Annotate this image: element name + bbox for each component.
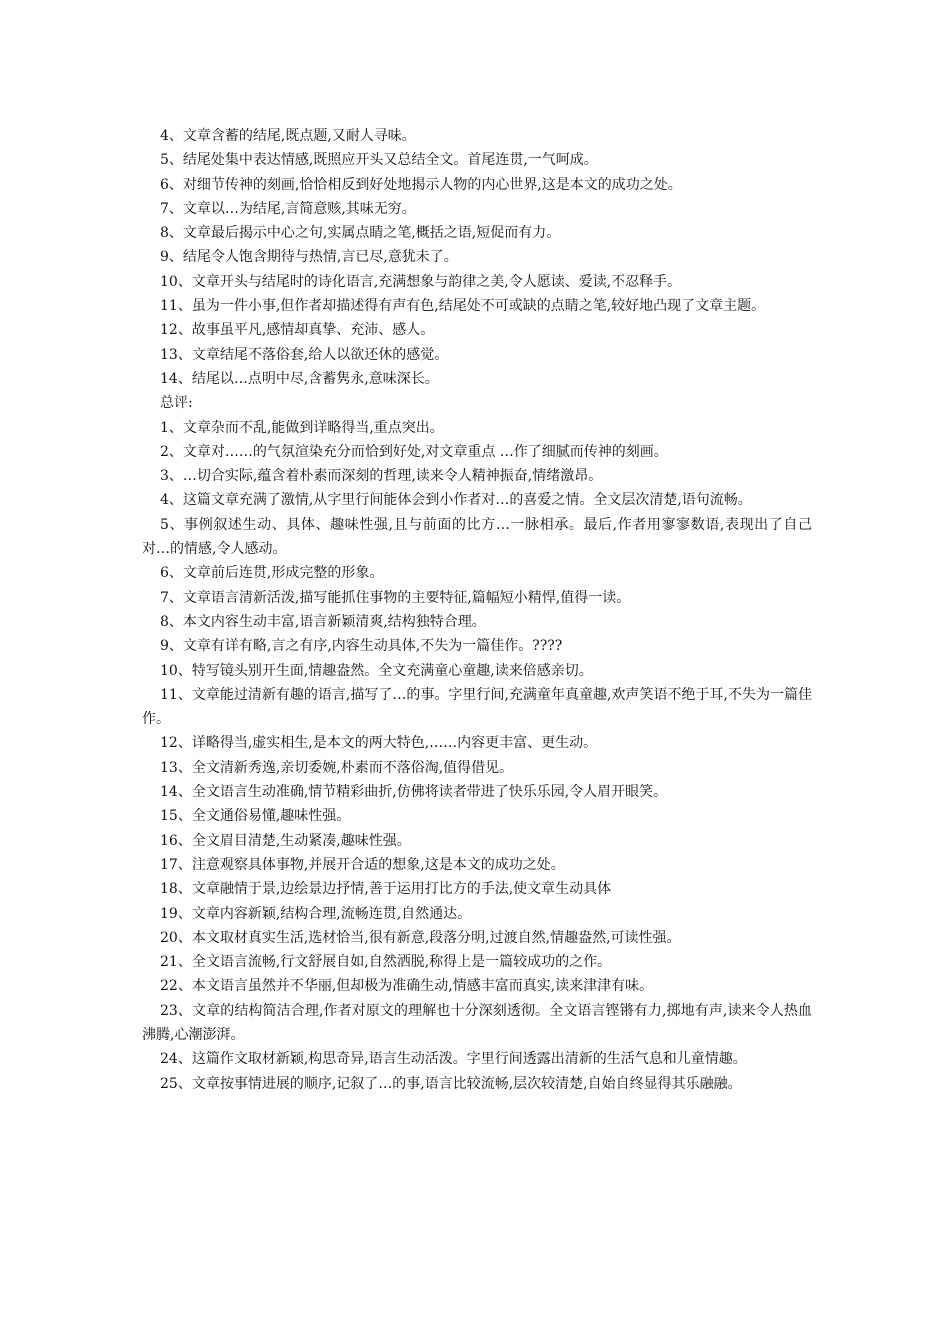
comment-paragraph: 14、结尾以…点明中尽,含蓄隽永,意味深长。 <box>160 370 439 387</box>
comment-paragraph: 9、结尾令人饱含期待与热情,言已尽,意犹未了。 <box>160 249 458 266</box>
comment-paragraph: 10、特写镜头别开生面,情趣盎然。全文充满童心童趣,读来倍感亲切。 <box>160 662 593 679</box>
comment-paragraph: 7、文章以…为结尾,言简意赅,其味无穷。 <box>160 200 416 217</box>
comment-paragraph: 8、文章最后揭示中心之句,实属点睛之笔,概括之语,短促而有力。 <box>160 225 561 242</box>
comment-paragraph: 13、全文清新秀逸,亲切委婉,朴素而不落俗淘,值得借见。 <box>160 759 514 776</box>
comment-paragraph: 15、全文通俗易懂,趣味性强。 <box>160 808 351 825</box>
comment-paragraph: 5、事例叙述生动、具体、趣味性强,且与前面的比方…一脉相承。最后,作者用寥寥数语,表现出了自己对…的情感,令人感动。 <box>142 516 812 558</box>
comment-paragraph: 13、文章结尾不落俗套,给人以欲还休的感觉。 <box>160 346 449 363</box>
comment-paragraph: 12、详略得当,虚实相生,是本文的两大特色,……内容更丰富、更生动。 <box>160 735 598 752</box>
comment-paragraph: 6、对细节传神的刻画,恰恰相反到好处地揭示人物的内心世界,这是本文的成功之处。 <box>160 176 682 193</box>
comment-paragraph: 11、虽为一件小事,但作者却描述得有声有色,结尾处不可或缺的点睛之笔,较好地凸现了文章主题。 <box>160 298 766 315</box>
comment-paragraph: 总评: <box>160 395 193 412</box>
document-page <box>142 124 812 1096</box>
comment-paragraph: 2、文章对……的气氛渲染充分而恰到好处,对文章重点 …作了细腻而传神的刻画。 <box>160 443 668 460</box>
comment-paragraph: 16、全文眉目清楚,生动紧凑,趣味性强。 <box>160 832 411 849</box>
comment-paragraph: 14、全文语言生动准确,情节精彩曲折,仿佛将读者带进了快乐乐园,令人眉开眼笑。 <box>160 784 668 801</box>
comment-paragraph: 19、文章内容新颖,结构合理,流畅连贯,自然通达。 <box>160 905 472 922</box>
comment-paragraph: 4、这篇文章充满了激情,从字里行间能体会到小作者对…的喜爱之情。全文层次清楚,语句流畅。 <box>160 492 752 509</box>
comment-paragraph: 22、本文语言虽然并不华丽,但却极为准确生动,情感丰富而真实,读来津津有味。 <box>160 978 654 995</box>
comment-paragraph: 8、本文内容生动丰富,语言新颖清爽,结构独特合理。 <box>160 613 486 630</box>
comment-paragraph: 11、文章能过清新有趣的语言,描写了…的事。字里行间,充满童年真童趣,欢声笑语不绝于耳,不失为一篇佳作。 <box>142 686 812 728</box>
comment-paragraph: 17、注意观察具体事物,并展开合适的想象,这是本文的成功之处。 <box>160 856 565 873</box>
comment-paragraph: 21、全文语言流畅,行文舒展自如,自然洒脱,称得上是一篇较成功的之作。 <box>160 954 612 971</box>
comment-paragraph: 9、文章有详有略,言之有序,内容生动具体,不失为一篇佳作。???? <box>160 638 563 655</box>
comment-paragraph: 7、文章语言清新活泼,描写能抓住事物的主要特征,篇幅短小精悍,值得一读。 <box>160 589 631 606</box>
comment-paragraph: 24、这篇作文取材新颖,构思奇异,语言生动活泼。字里行间透露出清新的生活气息和儿童情趣。 <box>160 1051 747 1068</box>
comment-paragraph: 10、文章开头与结尾时的诗化语言,充满想象与韵律之美,令人愿读、爱读,不忍释手。 <box>160 273 682 290</box>
comment-paragraph: 1、文章杂而不乱,能做到详略得当,重点突出。 <box>160 419 444 436</box>
comment-paragraph: 23、文章的结构简洁合理,作者对原文的理解也十分深刻透彻。全文语言铿锵有力,掷地有声,读来令人热血沸腾,心潮澎湃。 <box>142 1002 812 1043</box>
comment-paragraph: 12、故事虽平凡,感情却真挚、充沛、感人。 <box>160 322 435 339</box>
comment-paragraph: 5、结尾处集中表达情感,既照应开头又总结全文。首尾连贯,一气呵成。 <box>160 152 598 169</box>
comment-paragraph: 18、文章融情于景,边绘景边抒情,善于运用打比方的手法,使文章生动具体 <box>160 881 612 898</box>
comment-paragraph: 4、文章含蓄的结尾,既点题,又耐人寻味。 <box>160 128 416 144</box>
comment-paragraph: 25、文章按事情进展的顺序,记叙了…的事,语言比较流畅,层次较清楚,自始自终显得其乐融融。 <box>160 1075 742 1092</box>
comment-paragraph: 20、本文取材真实生活,选材恰当,很有新意,段落分明,过渡自然,情趣盎然,可读性强。 <box>160 929 681 946</box>
comment-paragraph: 6、文章前后连贯,形成完整的形象。 <box>160 565 384 582</box>
comment-paragraph: 3、…切合实际,蕴含着朴素而深刻的哲理,读来令人精神振奋,情绪激昂。 <box>160 468 603 485</box>
